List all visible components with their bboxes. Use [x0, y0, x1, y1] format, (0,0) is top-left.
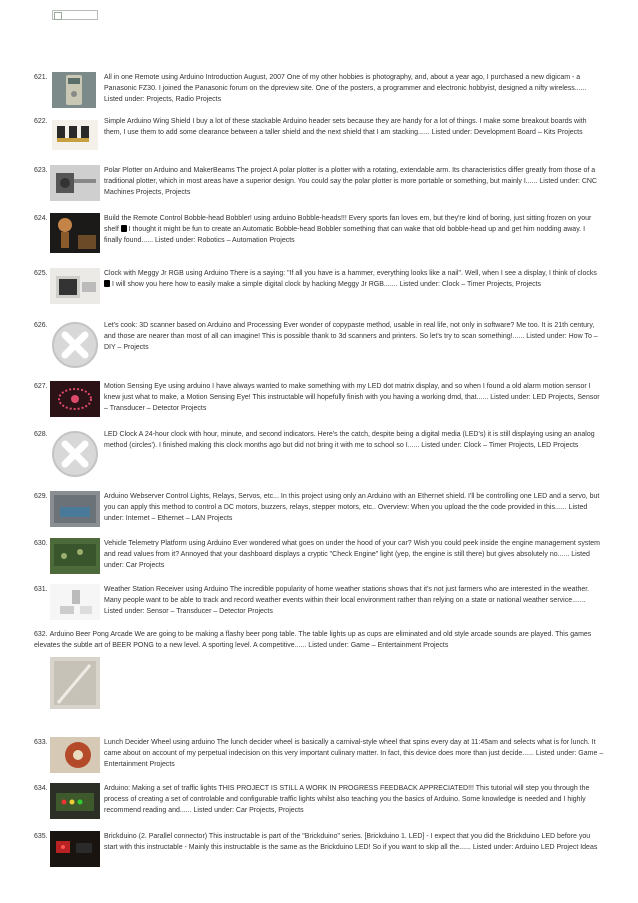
entry-number: 634. [34, 785, 48, 792]
wing-shield-thumbnail[interactable] [50, 116, 100, 152]
entry-text: Polar Plotter on Arduino and MakerBeams The project A polar plotter is a plotter with a rotating, extendable arm. Its characteristics differ greatly from those of a traditional plotter, which in most areas have a superior design. You could say the polar plotter is more portable or something, but mainly I...... Listed under: CNC Machines Projects, Projects [104, 167, 597, 196]
entry-number: 631. [34, 586, 48, 593]
entry-text-part: I will show you here how to easily make a simple digital clock by hacking Meggy Jr RGB....... Listed under: Clock – Timer Projects, Projects [110, 281, 542, 288]
motion-eye-thumbnail[interactable] [50, 381, 100, 417]
entry-text-part: Clock with Meggy Jr RGB using Arduino There is a saying: "If all you have is a hammer, everything looks like a nail". Well, when I see a display, I think of clocks [104, 270, 597, 277]
lunch-wheel-thumbnail[interactable] [50, 737, 100, 773]
brickduino-thumbnail[interactable] [50, 831, 100, 867]
entry-number: 630. [34, 540, 48, 547]
entry-number: 627. [34, 383, 48, 390]
broken-image-icon [54, 12, 62, 20]
entry-number: 624. [34, 215, 48, 222]
broken-image [52, 10, 98, 20]
meggy-clock-thumbnail[interactable] [50, 268, 100, 304]
entry-text [104, 213, 604, 246]
weather-station-thumbnail[interactable] [50, 584, 100, 620]
entry-number: 628. [34, 431, 48, 438]
webserver-thumbnail[interactable] [50, 491, 100, 527]
entry-number: 632. [34, 631, 48, 638]
bobblehead-thumbnail[interactable] [50, 213, 100, 253]
entry-text [34, 629, 604, 651]
entry-text-part: Build the Remote Control Bobble-head Bobbler! using arduino Bobble-heads!!! Every sports fan loves em, but they're kind of boring, just sitting frozen on your shelf [104, 215, 592, 233]
entry-text-part: Arduino Beer Pong Arcade We are going to be making a flashy beer pong table. The table lights up as cups are eliminated and old style arcade sounds are played. This games elevates the subtle art of BEER PONG to a new level. A sporting level. A competitive...... Listed under: Game – Entertainment Projects [34, 631, 592, 649]
entry-number: 629. [34, 493, 48, 500]
entry-text: Weather Station Receiver using Arduino The incredible popularity of home weather stations shows that it's not just farmers who are interested in the weather. Many people want to be able to track and record weather events within their local environment rather than relying on a state or national weather service....... Listed under: Sensor – Transducer – Detector Projects [104, 586, 590, 615]
entry-text: Arduino: Making a set of traffic lights THIS PROJECT IS STILL A WORK IN PROGRESS FEEDBACK APPRECIATED!!! This tutorial will step you through the process of creating a set of controlable and configurable traffic lights whilst also teaching you the basics of Arduino. Some knowledge is needed and I highly recommend reading and...... Listed under: Car Projects, Projects [104, 785, 590, 814]
entry-text: Brickduino (2. Parallel connector) This instructable is part of the "Brickduino" series. [Brickduino 1. LED] - I expect that you did the Brickduino LED before you start with this instructable - Mainly this instructable is the same as the Brickduino LED! So if you want to skip all the...... Listed under: Arduino LED Project Ideas [104, 833, 598, 851]
entry-text: Let's cook: 3D scanner based on Arduino and Processing Ever wonder of copypaste method, usable in real life, not only in software? Me too. It is 21th century, and those are nearer than most of all can imagine! This is possible thank to 3d scanners and printers. So let's try to scan something!...... Listed under: How To – DIY – Projects [104, 322, 598, 351]
entry-number: 633. [34, 739, 48, 746]
polar-plotter-thumbnail[interactable] [50, 165, 100, 201]
entry-text: LED Clock A 24-hour clock with hour, minute, and second indicators. Here's the catch, despite being a digital media (LED's) it is still displaying using an analog method (circles'). I finished making this clock months ago but did not bring it with me to school so I...... Listed under: Clock – Timer Projects, LED Projects [104, 431, 595, 449]
entry-text: Simple Arduino Wing Shield I buy a lot of these stackable Arduino header sets because they are handy for a lot of things. I make some breakout boards with them, I use them to add some clearance between a taller shield and the next shield that I am stacking...... Listed under: Development Board – Kits Projects [104, 118, 587, 136]
entry-number: 635. [34, 833, 48, 840]
entry-number: 625. [34, 270, 48, 277]
entry-text: Vehicle Telemetry Platform using Arduino Ever wondered what goes on under the hood of your car? Wish you could peek inside the engine management system and read values from it? Annoyed that your dashboard displays a cryptic "Check Engine" light (yep, the engine is still there) but gives absolutely no...... Listed under: Car Projects [104, 540, 600, 569]
placeholder-thumbnail[interactable] [50, 429, 100, 479]
entry-text: All in one Remote using Arduino Introduction August, 2007 One of my other hobbies is photography, and, about a year ago, I purchased a new digicam - a Panasonic FZ30. I joined the Panasonic forum on the dpreview site. One of the posters, a programmer and electronic hobbyist, designed a nifty wireless...... Listed under: Projects, Radio Projects [104, 74, 587, 103]
entry-text-part: I thought it might be fun to create an Automatic Bobble-head Bobbler something that can wake that old bobble-head up and get him nodding away. I finally found...... Listed under: Robotics – Automation Projects [104, 226, 586, 244]
entry-text: Motion Sensing Eye using arduino I have always wanted to make something with my LED dot matrix display, and so when I found a old alarm motion sensor I knew just what to make, a Motion Sensing Eye! This instructable will hopefully finish with you having a working dmd, that...... Listed under: LED Projects, Sensor – Transducer – Detector Projects [104, 383, 600, 412]
entry-text: Arduino Webserver Control Lights, Relays, Servos, etc... In this project using only an Arduino with an Ethernet shield. I'll be controlling one LED and a servo, but you can apply this method to control a DC motors, buzzers, relays, stepper motors, etc.. Overview: When you upload the the code provided in this...... Listed under: Internet – Ethernet – LAN Projects [104, 493, 600, 522]
vehicle-telemetry-thumbnail[interactable] [50, 538, 100, 574]
beer-pong-thumbnail[interactable] [50, 657, 100, 709]
entry-text [104, 268, 604, 290]
placeholder-thumbnail[interactable] [50, 320, 100, 370]
entry-number: 623. [34, 167, 48, 174]
entry-number: 626. [34, 322, 48, 329]
remote-thumbnail[interactable] [50, 72, 100, 108]
entry-number: 621. [34, 74, 48, 81]
entry-number: 622. [34, 118, 48, 125]
entry-text: Lunch Decider Wheel using arduino The lunch decider wheel is basically a carnival-style wheel that spins every day at 11:45am and selects what is for lunch. It came about on account of my perpetual indecision on this very important culinary matter. In fact, this device does more than just decide...... Listed under: Game – Entertainment Projects [104, 739, 604, 768]
traffic-lights-thumbnail[interactable] [50, 783, 100, 819]
